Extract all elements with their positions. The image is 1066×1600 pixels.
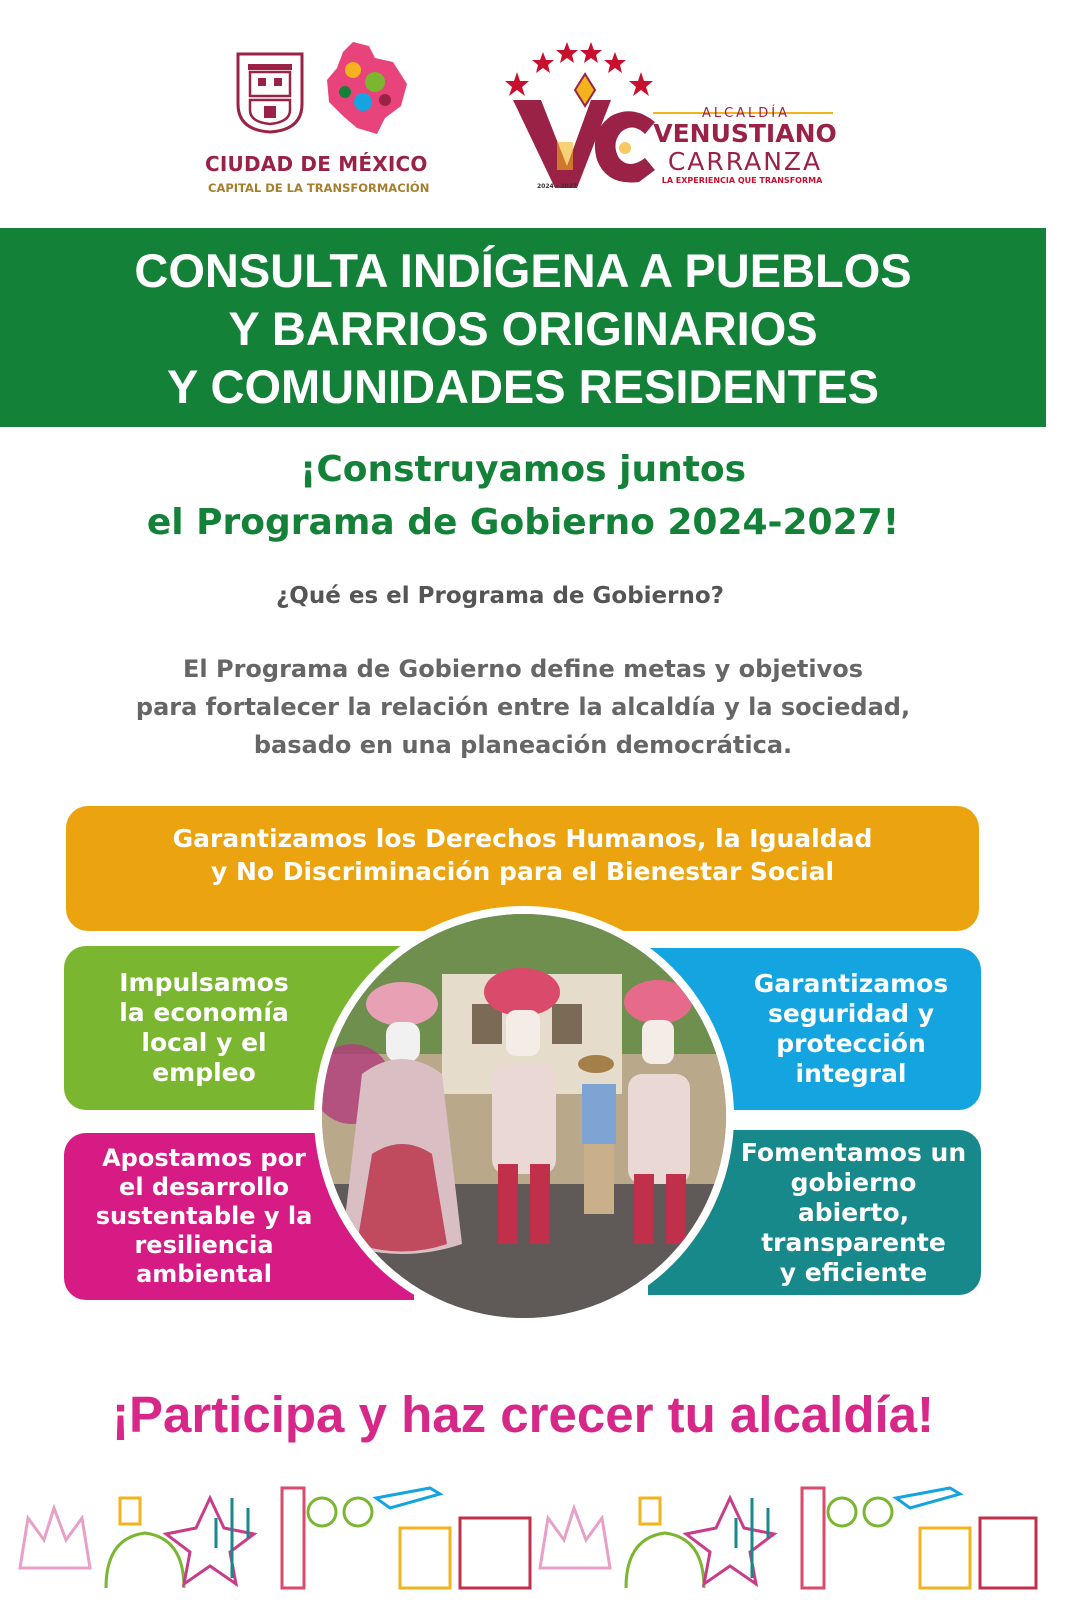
pillar-economy-line-4: empleo (152, 1058, 256, 1087)
description-line-3: basado en una planeación democrática. (253, 731, 793, 759)
vc-venustiano-label: VENUSTIANO (653, 119, 837, 148)
title-line-2: Y BARRIOS ORIGINARIOS (228, 302, 818, 355)
vc-carranza-label: CARRANZA (667, 147, 823, 176)
church-icon (920, 1528, 970, 1588)
pillar-security-line-1: Garantizamos (753, 969, 949, 998)
bike-wheel-icon (828, 1498, 856, 1526)
slogan-line-1: ¡Construyamos juntos (299, 449, 747, 490)
vc-monogram-icon (505, 30, 665, 195)
cdmx-map-icon (323, 40, 409, 136)
pillar-open-government-line-3: transparente (761, 1227, 946, 1257)
crown-icon (540, 1508, 610, 1568)
bike-wheel-icon (344, 1498, 372, 1526)
cactus-icon (216, 1498, 248, 1578)
question-heading: ¿Qué es el Programa de Gobierno? (275, 583, 725, 609)
pillar-sustainability-line-5: ambiental (136, 1260, 272, 1288)
pillar-economy-line-3: local y el (141, 1028, 267, 1057)
venustiano-carranza-logo (505, 30, 845, 200)
crown-icon (20, 1508, 90, 1568)
pillar-security-line-3: protección (776, 1029, 926, 1058)
dome-icon (106, 1533, 184, 1588)
description-line-2: para fortalecer la relación entre la alcaldía y la sociedad, (135, 693, 911, 721)
dancers-photo (322, 914, 726, 1318)
pillar-open-government-line-1: Fomentamos un (740, 1137, 967, 1167)
plane-icon (896, 1488, 960, 1508)
cdmx-shield-icon (236, 52, 304, 134)
footer-decorative-strip (10, 1478, 1056, 1590)
bike-wheel-icon (864, 1498, 892, 1526)
dome-icon (626, 1533, 704, 1588)
cactus-icon (736, 1498, 768, 1578)
flower-icon (686, 1498, 774, 1584)
description (0, 650, 1046, 764)
pillar-human-rights-line-1: Garantizamos los Derechos Humanos, la Igualdad (172, 824, 873, 853)
box-icon (120, 1498, 140, 1524)
footer-icons-group (20, 1488, 1036, 1588)
vc-tagline: LA EXPERIENCIA QUE TRANSFORMA (661, 176, 823, 185)
tower-icon (802, 1488, 824, 1588)
description-line-1: El Programa de Gobierno define metas y objetivos (183, 655, 863, 683)
slogan-line-2: el Programa de Gobierno 2024-2027! (146, 502, 900, 543)
cdmx-title: CIUDAD DE MÉXICO (205, 152, 428, 176)
pillar-open-government-line-4: y eficiente (779, 1257, 928, 1287)
title-line-1: CONSULTA INDÍGENA A PUEBLOS (134, 244, 912, 297)
plane-icon (376, 1488, 440, 1508)
cdmx-logo (205, 40, 435, 200)
pillar-sustainability-line-3: sustentable y la (95, 1202, 313, 1230)
church-icon (400, 1528, 450, 1588)
building-icon (460, 1518, 530, 1588)
title-line-3: Y COMUNIDADES RESIDENTES (166, 360, 880, 413)
vc-years: 2024 - 2027 (537, 183, 578, 190)
pillar-human-rights-line-2: y No Discriminación para el Bienestar Social (210, 857, 835, 886)
call-to-action: ¡Participa y haz crecer tu alcaldía! (111, 1386, 935, 1443)
pillar-open-government-line-2: gobierno abierto, (790, 1167, 917, 1227)
building-icon (980, 1518, 1036, 1588)
pillar-economy-line-1: Impulsamos (119, 968, 289, 997)
pillar-sustainability-line-1: Apostamos por (102, 1144, 306, 1172)
dancers-illustration (322, 914, 726, 1318)
vc-alcaldia-label: ALCALDÍA (701, 106, 791, 121)
cdmx-subtitle: CAPITAL DE LA TRANSFORMACIÓN (208, 181, 430, 195)
pillar-security-line-4: integral (795, 1059, 907, 1088)
flower-icon (166, 1498, 254, 1584)
bike-wheel-icon (308, 1498, 336, 1526)
pillar-economy-line-2: la economía (119, 998, 289, 1027)
pillar-sustainability-line-2: el desarrollo (119, 1173, 289, 1201)
box-icon (640, 1498, 660, 1524)
tower-icon (282, 1488, 304, 1588)
title-band (0, 228, 1046, 427)
pillar-sustainability-line-4: resiliencia (134, 1231, 274, 1259)
pillar-security-line-2: seguridad y (767, 999, 935, 1028)
